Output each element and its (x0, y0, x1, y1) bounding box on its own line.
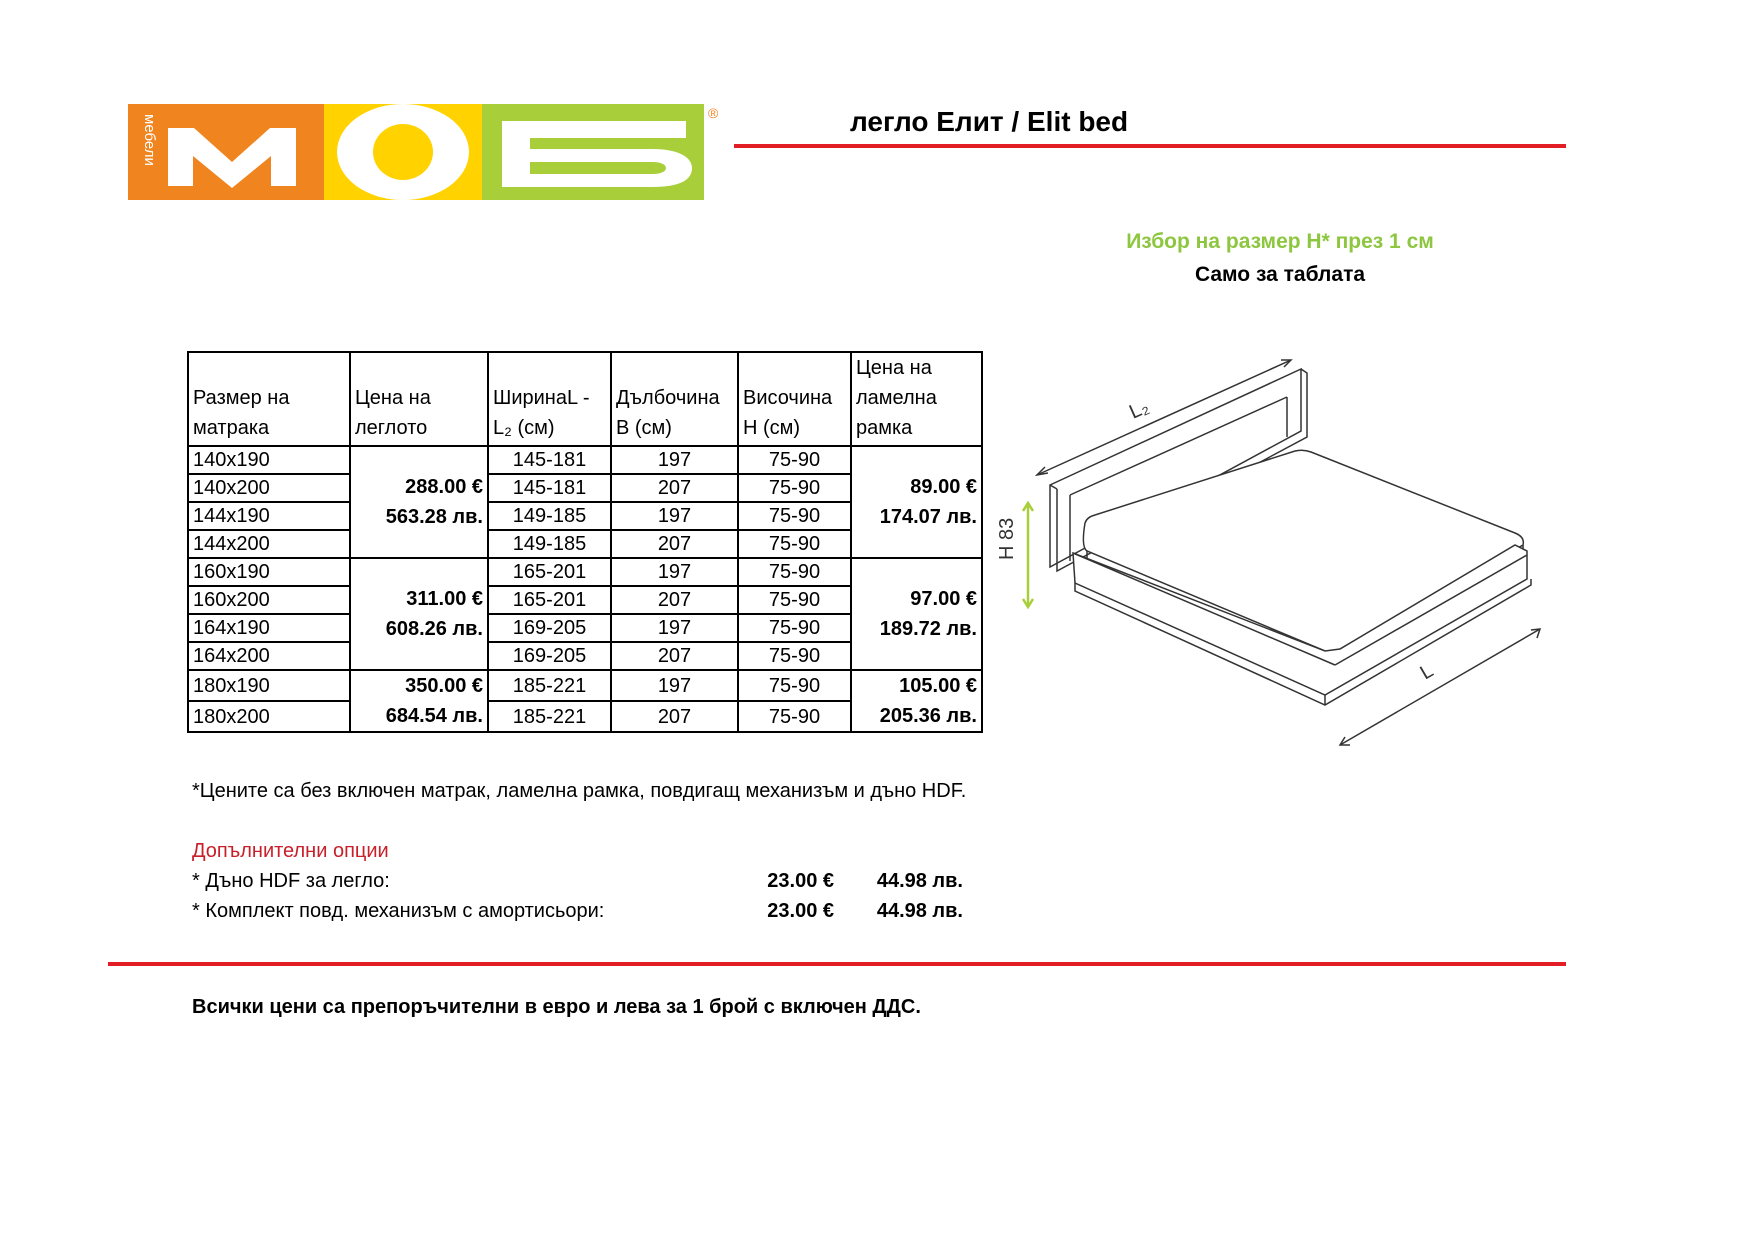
cell-size: 144x200 (188, 530, 350, 558)
cell-size: 180x190 (188, 670, 350, 701)
cell-bed-price: 350.00 € 684.54 лв. (350, 670, 488, 732)
extra-option-price-bgn: 44.98 лв. (876, 870, 963, 892)
cell-depth: 197 (611, 558, 738, 586)
logo-side-text: мебели (141, 114, 158, 166)
cell-size: 164x200 (188, 642, 350, 670)
cell-width: 169-205 (488, 614, 611, 642)
dimension-l-label: L (1416, 659, 1438, 685)
extras-title: Допълнителни опции (192, 840, 389, 862)
cell-width: 145-181 (488, 446, 611, 474)
cell-bed-price: 311.00 € 608.26 лв. (350, 558, 488, 670)
cell-height: 75-90 (738, 701, 851, 732)
cell-height: 75-90 (738, 502, 851, 530)
headboard-only-note: Само за таблата (1194, 263, 1366, 286)
cell-depth: 207 (611, 586, 738, 614)
dimension-l2-label: L₂ (1126, 395, 1153, 424)
cell-depth: 207 (611, 474, 738, 502)
price-table (187, 351, 983, 733)
cell-frame-price: 105.00 € 205.36 лв. (851, 670, 982, 732)
table-row (188, 670, 982, 701)
cell-height: 75-90 (738, 614, 851, 642)
dimension-h-label: H 83 (996, 517, 1018, 560)
cell-size: 160x200 (188, 586, 350, 614)
cell-width: 185-221 (488, 670, 611, 701)
extra-option-label: * Комплект повд. механизъм с амортисьори: (192, 900, 605, 922)
table-header-row (188, 352, 982, 446)
size-choice-note: Избор на размер H* през 1 см (1126, 230, 1434, 253)
cell-size: 160x190 (188, 558, 350, 586)
table-row (188, 446, 982, 474)
cell-depth: 207 (611, 530, 738, 558)
table-row (188, 558, 982, 586)
cell-height: 75-90 (738, 670, 851, 701)
cell-width: 149-185 (488, 502, 611, 530)
registered-mark: ® (708, 105, 719, 121)
cell-width: 145-181 (488, 474, 611, 502)
cell-size: 140x190 (188, 446, 350, 474)
cell-height: 75-90 (738, 558, 851, 586)
cell-width: 185-221 (488, 701, 611, 732)
extra-option-label: * Дъно HDF за легло: (192, 870, 390, 892)
footer-divider (108, 962, 1566, 966)
cell-width: 165-201 (488, 586, 611, 614)
header-depth: Дълбочина В (см) (611, 352, 738, 446)
cell-size: 140x200 (188, 474, 350, 502)
cell-frame-price: 89.00 € 174.07 лв. (851, 446, 982, 558)
header-height: Височина Н (см) (738, 352, 851, 446)
cell-depth: 197 (611, 614, 738, 642)
cell-size: 180x200 (188, 701, 350, 732)
cell-width: 165-201 (488, 558, 611, 586)
extra-option-price-eur: 23.00 € (767, 900, 834, 922)
cell-size: 144x190 (188, 502, 350, 530)
extra-option-price-bgn: 44.98 лв. (876, 900, 963, 922)
cell-height: 75-90 (738, 530, 851, 558)
cell-height: 75-90 (738, 586, 851, 614)
page-title: легло Елит / Elit bed (850, 106, 1129, 137)
footer-note: Всички цени са препоръчителни в евро и лева за 1 брой с включен ДДС. (192, 996, 921, 1018)
cell-height: 75-90 (738, 642, 851, 670)
header-width: ШиринаL - L₂ (см) (488, 352, 611, 446)
cell-width: 149-185 (488, 530, 611, 558)
cell-frame-price: 97.00 € 189.72 лв. (851, 558, 982, 670)
cell-depth: 207 (611, 642, 738, 670)
header-mattress-size: Размер на матрака (188, 352, 350, 446)
cell-height: 75-90 (738, 474, 851, 502)
header-bed-price: Цена на леглото (350, 352, 488, 446)
cell-width: 169-205 (488, 642, 611, 670)
cell-depth: 197 (611, 502, 738, 530)
cell-size: 164x190 (188, 614, 350, 642)
company-logo (128, 104, 724, 200)
cell-bed-price: 288.00 € 563.28 лв. (350, 446, 488, 558)
bed-drawing (995, 355, 1555, 750)
cell-depth: 197 (611, 446, 738, 474)
extra-option-price-eur: 23.00 € (767, 870, 834, 892)
cell-height: 75-90 (738, 446, 851, 474)
header-frame-price: Цена на ламелна рамка (851, 352, 982, 446)
cell-depth: 207 (611, 701, 738, 732)
header-divider (734, 144, 1566, 148)
price-note: *Цените са без включен матрак, ламелна рамка, повдигащ механизъм и дъно HDF. (192, 780, 967, 802)
cell-depth: 197 (611, 670, 738, 701)
